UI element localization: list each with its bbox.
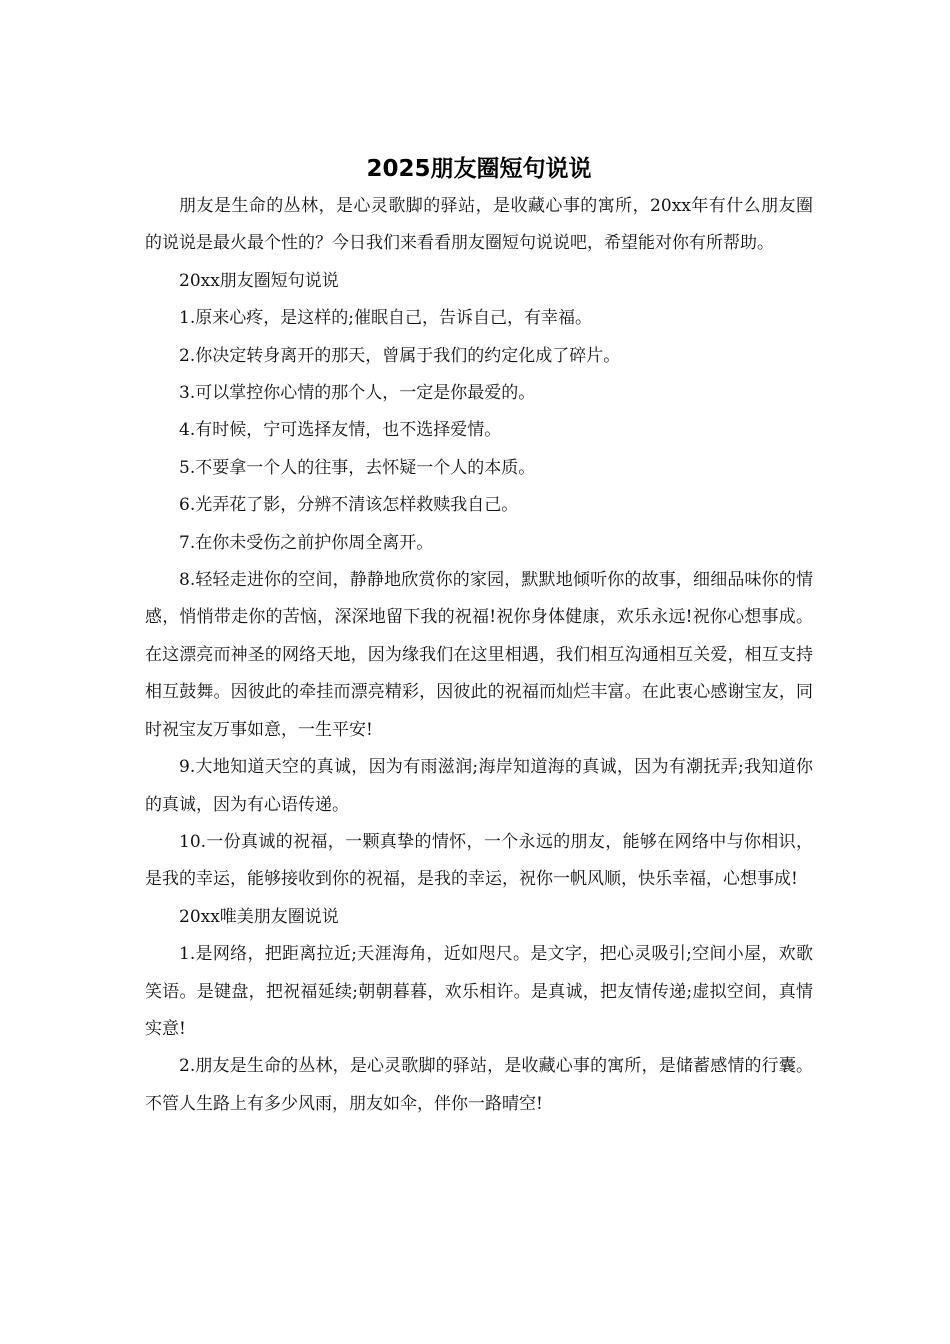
list-item: 2.你决定转身离开的那天，曾属于我们的约定化成了碎片。 xyxy=(179,345,621,366)
list-item: 10.一份真诚的祝福，一颗真挚的情怀，一个永远的朋友，能够在网络中与你相识，是我的幸运，能够接收到你的祝福，是我的幸运，祝你一帆风顺，快乐幸福，心想事成! xyxy=(145,831,813,890)
list-item: 1.是网络，把距离拉近;天涯海角，近如咫尺。是文字，把心灵吸引;空间小屋，欢歌笑语。是键盘，把祝福延续;朝朝暮暮，欢乐相许。是真诚，把友情传递;虚拟空间，真情实意! xyxy=(145,944,813,1039)
list-item: 1.原来心疼，是这样的;催眠自己，告诉自己，有幸福。 xyxy=(179,308,592,329)
intro-paragraph: 朋友是生命的丛林，是心灵歌脚的驿站，是收藏心事的寓所，20xx年有什么朋友圈的说说是最火最个性的？今日我们来看看朋友圈短句说说吧，希望能对你有所帮助。 xyxy=(145,196,813,254)
document-title: 2025朋友圈短句说说 xyxy=(366,156,592,182)
section-heading-beautiful-posts: 20xx唯美朋友圈说说 xyxy=(179,906,339,927)
document-body xyxy=(145,150,813,1123)
list-item: 4.有时候，宁可选择友情，也不选择爱情。 xyxy=(179,420,502,441)
list-item: 9.大地知道天空的真诚，因为有雨滋润;海岸知道海的真诚，因为有潮抚弄;我知道你的真诚，因为有心语传递。 xyxy=(145,757,813,815)
list-item: 7.在你未受伤之前护你周全离开。 xyxy=(179,532,434,553)
section-heading-short-posts: 20xx朋友圈短句说说 xyxy=(179,270,339,291)
list-item: 8.轻轻走进你的空间，静静地欣赏你的家园，默默地倾听你的故事，细细品味你的情感，悄悄带走你的苦恼，深深地留下我的祝福!祝你身体健康，欢乐永远!祝你心想事成。在这漂亮而神圣的网络天地，因为缘我们在这里相遇，我们相互沟通相互关爱，相互支持相互鼓舞。因彼此的牵挂而漂亮精彩，因彼此的祝福而灿烂丰富。在此衷心感谢宝友，同时祝宝友万事如意，一生平安! xyxy=(145,570,813,740)
list-item: 2.朋友是生命的丛林，是心灵歌脚的驿站，是收藏心事的寓所，是储蓄感情的行囊。不管人生路上有多少风雨，朋友如伞，伴你一路晴空! xyxy=(145,1056,813,1114)
list-item: 6.光弄花了影，分辨不清该怎样救赎我自己。 xyxy=(179,495,519,516)
list-item: 5.不要拿一个人的往事，去怀疑一个人的本质。 xyxy=(179,457,536,478)
list-item: 3.可以掌控你心情的那个人，一定是你最爱的。 xyxy=(179,383,536,404)
